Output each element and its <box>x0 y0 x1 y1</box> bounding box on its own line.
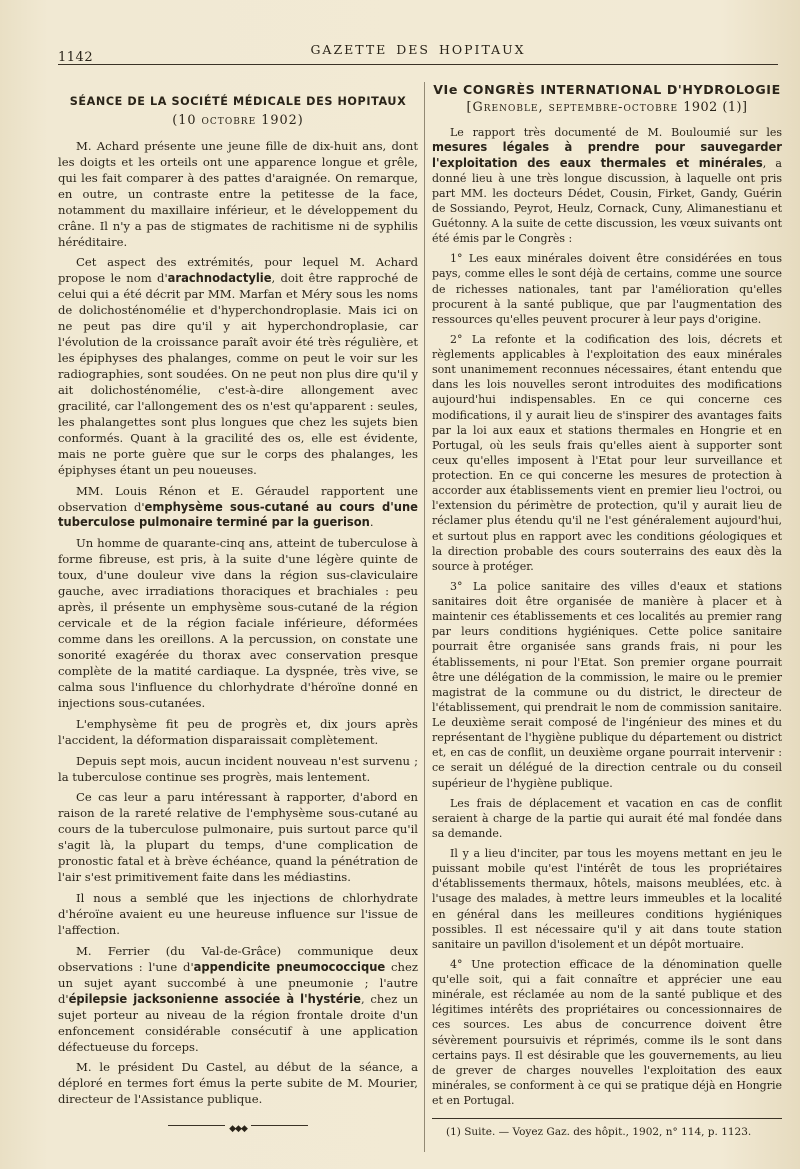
section-title-societe-medicale: SÉANCE DE LA SOCIÉTÉ MÉDICALE DES HOPITAUX <box>69 95 407 108</box>
paragraph: Un homme de quarante-cinq ans, atteint de tuberculose à forme fibreuse, est pris, à la suite d'une légère quinte de toux, d'une douleur vive dans la région sus-claviculaire gauche, avec irradiations thoraciques et brachiales : peu après, il présente un emphysème sous-cutané de la région cervicale et de la région faciale inférieure, déformées comme dans les oreillons. A la percussion, on constate une sonorité exagérée du thorax avec conservation presque complète de la matité cardiaque. La dyspnée, très vive, se calma sous l'influence du chlorhydrate d'héroïne donné en injections sous-cutanées. <box>58 536 418 710</box>
left-column <box>58 82 418 1135</box>
paragraph: M. le président Du Castel, au début de la séance, a déploré en termes fort émus la perte subite de M. Mourier, directeur de l'Assistance publique. <box>58 1060 418 1107</box>
emphasis-term: emphysème sous-cutané au cours d'une tuberculose pulmonaire terminé par la guerison <box>58 499 418 531</box>
paragraph: Il nous a semblé que les injections de chlorhydrate d'héroïne avaient eu une heureuse influence sur l'issue de l'affection. <box>58 891 418 937</box>
emphasis-term: arachnodactylie <box>167 271 272 287</box>
running-title: GAZETTE DES HOPITAUX <box>310 42 526 57</box>
emphasis-term: mesures légales à prendre pour sauvegarder l'exploitation des eaux thermales et minérales <box>432 140 782 171</box>
text-run: , chez un sujet porteur au niveau de la région frontale droite d'un enfoncement considérable consécutif à une application défectueuse du forceps. <box>58 991 418 1054</box>
paragraph <box>432 125 782 246</box>
footnote-rule <box>432 1118 782 1119</box>
paragraph: Il y a lieu d'inciter, par tous les moyens mettant en jeu le puissant mobile qu'est l'intérêt de tous les propriétaires d'établissements thermaux, hôtels, maisons meublées, etc. à l'usage des malades, à mettre leurs immeubles et la localité en général dans les meilleures conditions hygiéniques possibles. Il est nécessaire qu'il y ait dans toute station sanitaire un pavillon d'isolement et un dépôt mortuaire. <box>432 847 782 951</box>
text-run: . <box>369 515 374 530</box>
text-run: , a donné lieu à une très longue discussion, à laquelle ont pris part MM. les docteurs Dédet, Cousin, Firket, Gandy, Guérin de Sossiando, Peyrot, Heulz, Cornack, Cuny, Alimanestianu et Guétonny. A la suite de cette discussion, les vœux suivants ont été émis par le Congrès : <box>432 156 782 246</box>
section-date-text: (10 octobre 1902) <box>172 112 304 128</box>
text-run: M. Ferrier (du Val-de-Grâce) communique deux observations : l'une d' <box>58 943 418 974</box>
emphasis-term: appendicite pneumococcique <box>193 959 386 975</box>
paragraph: 1° Les eaux minérales doivent être considérées en tous pays, comme elles le sont déjà de certains, comme une source de richesses nationales, tant par l'amélioration qu'elles procurent à la santé publique, que par l'augmentation des ressources qu'elles peuvent procurer à leur pays d'origine. <box>432 252 782 326</box>
subtitle-place: [Grenoble, septembre-octobre <box>466 100 684 116</box>
paragraph: 4° Une protection efficace de la dénomination quelle qu'elle soit, qui a fait connaître et apprécier une eau minérale, est réclamée au nom de la santé publique et des légitimes intérêts des propriétaires ou concessionnaires de ces sources. Les abus de concurrence doivent être sévèrement poursuivis et réprimés, comme ils le sont dans certains pays. Il est désirable que les gouvernements, au lieu de grever de charges nouvelles l'exploitation des eaux minérales, se conforment à ce qui se pratique déjà en Hongrie et en Portugal. <box>432 957 782 1107</box>
text-run: chez un sujet ayant succombé à une pneumonie ; l'autre d' <box>58 959 418 1006</box>
paragraph: 3° La police sanitaire des villes d'eaux et stations sanitaires doit être organisée de manière à placer et à maintenir ces établissements et ces localités au premier rang par leurs conditions hygiéniques. Cette police sanitaire pourrait être organisée sans grands frais, ni pour les établissements, ni pour l'Etat. Son premier organe pourrait être une délégation de la commission, le maire ou le premier magistrat de la commune ou du district, le directeur de l'établissement, qui prendrait le nom de commission sanitaire. Le deuxième serait composé de l'ingénieur des mines et du représentant de l'hygiène publique du département ou district et, en cas de conflit, un deuxième organe pourrait intervenir : ce serait un délégué de la direction centrale ou du conseil supérieur de l'hygiène publique. <box>432 579 782 790</box>
column-divider <box>424 82 425 1152</box>
page-number: 1142 <box>58 50 94 65</box>
text-run: , doit être rapproché de celui qui a été décrit par MM. Marfan et Méry sous les noms de dolichosténomélie et d'hyperchondroplasie. Mais ici on ne peut pas dire qu'il y ait hyperchondroplasie, car l'évolution de la croissance paraît avoir été très régulière, et les épiphyses des phalanges, comme on peut le voir sur les radiographies, sont soudées. On ne peut non plus dire qu'il y ait dolichosténomélie, c'est-à-dire allongement avec gracilité, car l'allongement des os n'est qu'apparent : seules, les phalangettes sont plus longues que chez les sujets bien conformés. Quant à la gracilité des os, elle est évidente, mais ne porte guère que sur le corps des phalanges, les épiphyses étant un peu noueuses. <box>58 271 418 477</box>
section-title-congres-hydrologie: VIe CONGRÈS INTERNATIONAL D'HYDROLOGIE <box>433 82 781 97</box>
paragraph <box>58 255 418 478</box>
paragraph: Ce cas leur a paru intéressant à rapporter, d'abord en raison de la rareté relative de l'emphysème sous-cutané au cours de la tuberculose pulmonaire, puis surtout parce qu'il s'agit là, la plupart du temps, d'une complication de pronostic fatal et à brève échéance, quand la pénétration de l'air s'est primitivement faite dans les médiastins. <box>58 790 418 885</box>
footnote: (1) Suite. — Voyez Gaz. des hôpit., 1902, n° 114, p. 1123. <box>446 1126 752 1139</box>
text-run: Le rapport très documenté de M. Bouloumié sur les <box>450 126 782 140</box>
section-subtitle <box>432 100 782 115</box>
text-run: MM. Louis Rénon et E. Géraudel rapportent une observation d' <box>58 483 418 514</box>
paragraph: Les frais de déplacement et vacation en cas de conflit seraient à charge de la partie qui aurait été mal fondée dans sa demande. <box>432 796 782 840</box>
page-header <box>58 40 778 65</box>
paragraph: Depuis sept mois, aucun incident nouveau n'est survenu ; la tuberculose continue ses progrès, mais lentement. <box>58 753 418 784</box>
paragraph: L'emphysème fit peu de progrès et, dix jours après l'accident, la déformation disparaissait complètement. <box>58 716 418 747</box>
paragraph <box>58 944 418 1056</box>
paragraph: M. Achard présente une jeune fille de dix-huit ans, dont les doigts et les orteils ont une apparence longue et grêle, qui les fait comparer à des pattes d'araignée. On remarque, en outre, un contraste entre la petitesse de la face, notamment du maxillaire inférieur, et le développement du crâne. Il n'y a pas de stigmates de rachitisme ni de syphilis héréditaire. <box>58 138 418 249</box>
subtitle-year: 1902 (1)] <box>683 100 748 116</box>
section-end-ornament: ◆◆◆ <box>168 1120 308 1130</box>
text-run: Cet aspect des extrémités, pour lequel M. Achard propose le nom d' <box>58 255 418 286</box>
section-date <box>58 113 418 129</box>
emphasis-term: épilepsie jacksonienne associée à l'hystérie <box>68 991 361 1007</box>
paragraph <box>58 484 418 532</box>
paragraph: 2° La refonte et la codification des lois, décrets et règlements applicables à l'exploitation des eaux minérales sont unanimement reconnues nécessaires, étant entendu que dans les lois nouvelles seront introduites des modifications aujourd'hui indispensables. En ce qui concerne ces modifications, il y aurait lieu de s'inspirer des avantages faits par la loi aux eaux et stations thermales en Hongrie et en Portugal, où les seuls frais qu'elles aient à supporter sont ceux qu'elles imposent à l'Etat pour leur surveillance et protection. En ce qui concerne les mesures de protection à accorder aux établissements vient en premier lieu l'octroi, ou l'extension du périmètre de protection, qu'il y aurait lieu de réclamer plus étendu qu'il ne l'est généralement aujourd'hui, et surtout plus en rapport avec les conditions géologiques et la direction probable des cours souterrains des eaux dès la source à protéger. <box>432 332 782 573</box>
right-column <box>432 82 782 1144</box>
